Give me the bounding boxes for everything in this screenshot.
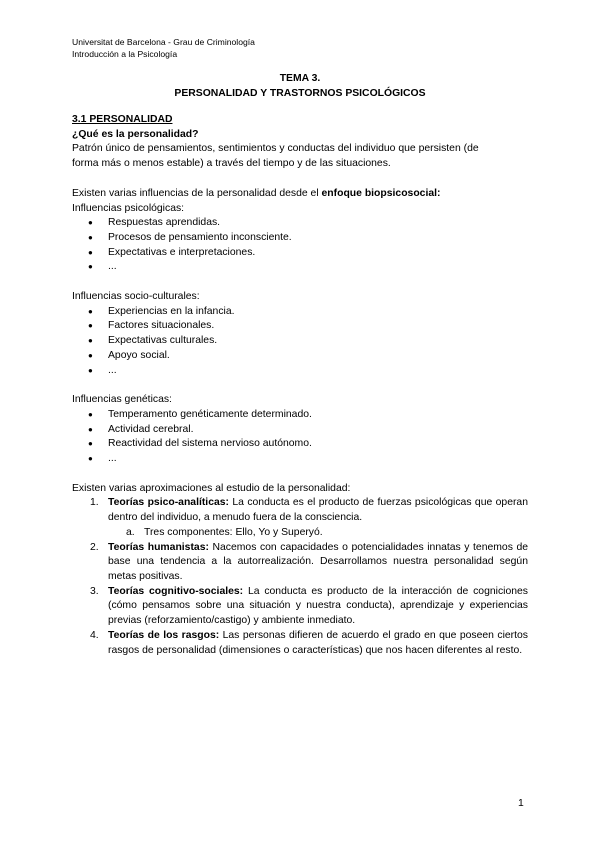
- gen-influences-list: [72, 408, 528, 467]
- list-item: ● Respuestas aprendidas.: [72, 216, 528, 231]
- list-item: ● Experiencias en la infancia.: [72, 305, 528, 320]
- document-subtitle: PERSONALIDAD Y TRASTORNOS PSICOLÓGICOS: [174, 88, 426, 99]
- list-item: ● ...: [72, 452, 528, 467]
- approach-term: Teorías humanistas:: [108, 541, 209, 553]
- list-item: ● Expectativas e interpretaciones.: [72, 246, 528, 261]
- section-heading: 3.1 PERSONALIDAD: [72, 114, 173, 125]
- definition-line-2: forma más o menos estable) a través del tiempo y de las situaciones.: [72, 158, 391, 170]
- page-header: [72, 36, 255, 60]
- approach-item: [72, 585, 528, 629]
- approach-term: Teorías psico-analíticas:: [108, 497, 229, 509]
- section-question: ¿Qué es la personalidad?: [72, 128, 199, 140]
- psych-influences-title: Influencias psicológicas:: [72, 202, 185, 214]
- approach-term: Teorías de los rasgos:: [108, 629, 220, 641]
- approach-number: 3.: [90, 585, 99, 597]
- list-item: ● Apoyo social.: [72, 349, 528, 364]
- header-course: Introducción a la Psicología: [72, 49, 178, 59]
- influences-intro-bold: enfoque biopsicosocial:: [321, 187, 441, 199]
- psych-influences-list: [72, 216, 528, 275]
- socio-influences-list: [72, 305, 528, 379]
- list-item: ● Temperamento genéticamente determinado.: [72, 408, 528, 423]
- approaches-list: [72, 496, 528, 658]
- definition-line-1: Patrón único de pensamientos, sentimientos y conductas del individuo que persisten (de: [72, 143, 479, 155]
- list-item: ● ...: [72, 260, 528, 275]
- document-body: [72, 113, 528, 658]
- header-university: Universitat de Barcelona - Grau de Criminología: [72, 37, 255, 47]
- approach-term: Teorías cognitivo-sociales:: [108, 585, 244, 597]
- subitem-text: Tres componentes: Ello, Yo y Superyó.: [144, 526, 323, 538]
- approach-text: La conducta es el producto de fuerzas psicológicas que operan dentro del individuo, a menudo fuera de la consciencia.: [108, 497, 528, 524]
- approach-number: 4.: [90, 629, 99, 641]
- influences-intro: [72, 187, 528, 202]
- list-item: ● Expectativas culturales.: [72, 334, 528, 349]
- approach-item: [72, 496, 528, 540]
- socio-influences-title: Influencias socio-culturales:: [72, 291, 200, 303]
- influences-intro-text: Existen varias influencias de la personalidad desde el: [72, 187, 322, 199]
- approach-text: Las personas difieren de acuerdo el grado en que poseen ciertos rasgos de personalidad (dimensiones o características) que nos hacen diferentes al resto.: [108, 629, 528, 656]
- list-item: ● Procesos de pensamiento inconsciente.: [72, 231, 528, 246]
- approach-text: La conducta es producto de la interacción de cogniciones (cómo pensamos sobre una situación y nuestra conducta), aprendizaje y experiencias previas (reforzamiento/castigo) y ambiente inmediato.: [108, 585, 528, 627]
- list-item: ● Actividad cerebral.: [72, 423, 528, 438]
- approach-text: Nacemos con capacidades o potencialidades innatas y tenemos de base una tendencia a la autorrealización. Desarrollamos nuestra personalidad según metas positivas.: [108, 541, 528, 582]
- list-item: ● Factores situacionales.: [72, 319, 528, 334]
- subitem-letter: a.: [126, 526, 135, 538]
- list-item: ● Reactividad del sistema nervioso autónomo.: [72, 437, 528, 452]
- approaches-intro: Existen varias aproximaciones al estudio de la personalidad:: [72, 482, 351, 494]
- list-item: ● ...: [72, 364, 528, 379]
- approach-number: 2.: [90, 541, 99, 553]
- approach-item: [72, 629, 528, 658]
- gen-influences-title: Influencias genéticas:: [72, 394, 172, 406]
- document-title: TEMA 3.: [279, 73, 321, 84]
- page-number: 1: [518, 798, 524, 809]
- approach-item: [72, 541, 528, 585]
- approach-number: 1.: [90, 497, 99, 509]
- approach-subitem: [108, 526, 528, 541]
